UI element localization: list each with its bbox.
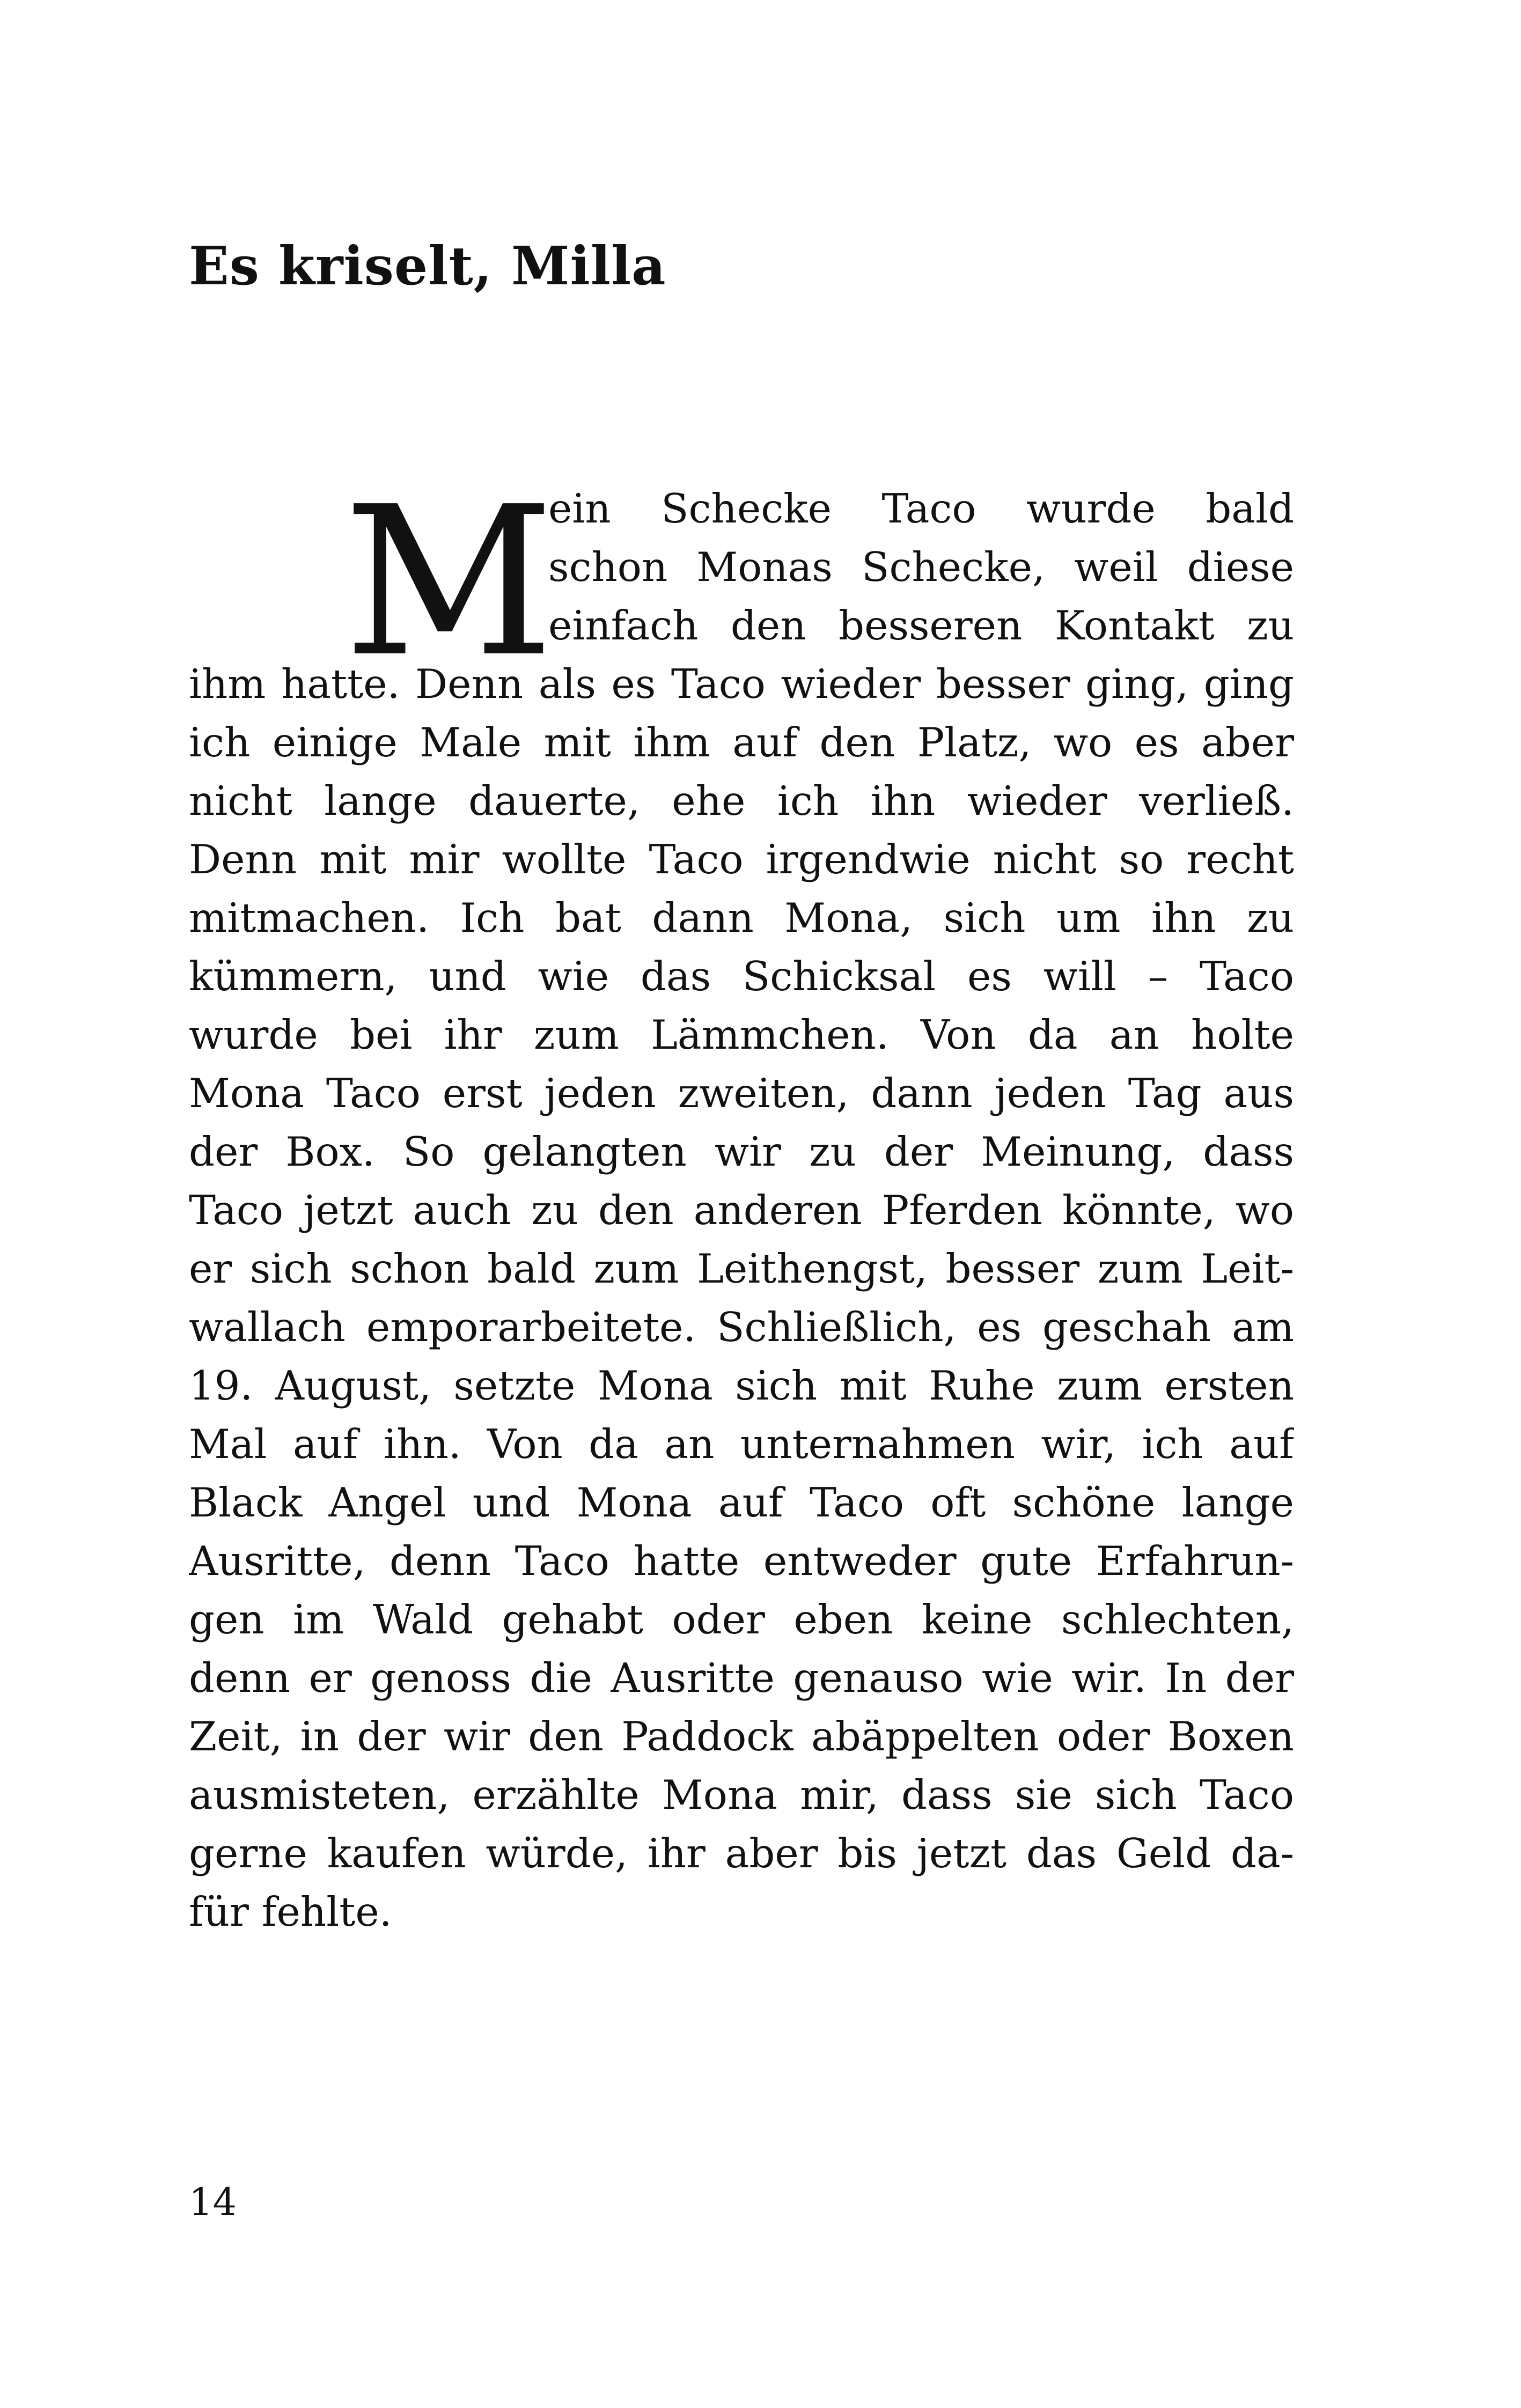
drop-cap-letter: M — [343, 462, 555, 702]
text-line: ihm hatte. Denn als es Taco wieder besser ging, ging — [189, 660, 1294, 708]
text-line: wurde bei ihr zum Lämmchen. Von da an holte — [189, 1011, 1294, 1058]
chapter-title: Es kriselt, Milla — [189, 235, 666, 297]
text-line: denn er genoss die Ausritte genauso wie wir. In der — [189, 1654, 1294, 1702]
text-line: nicht lange dauerte, ehe ich ihn wieder verließ. — [189, 777, 1294, 824]
text-line: einfach den besseren Kontakt zu — [548, 602, 1294, 649]
page-number: 14 — [189, 2180, 237, 2224]
text-line: Taco jetzt auch zu den anderen Pferden könnte, wo — [189, 1187, 1294, 1234]
text-line: gen im Wald gehabt oder eben keine schlechten, — [189, 1596, 1294, 1643]
text-line: Ausritte, denn Taco hatte entweder gute Erfahrun- — [189, 1537, 1294, 1585]
text-line: Mona Taco erst jeden zweiten, dann jeden Tag aus — [189, 1070, 1294, 1117]
text-line: kümmern, und wie das Schicksal es will – Taco — [189, 953, 1294, 1000]
chapter-body — [189, 462, 1294, 1941]
text-line: Mal auf ihn. Von da an unternahmen wir, ich auf — [189, 1420, 1294, 1468]
text-line: mitmachen. Ich bat dann Mona, sich um ihn zu — [189, 894, 1294, 941]
text-line: ausmisteten, erzählte Mona mir, dass sie sich Taco — [189, 1771, 1294, 1818]
text-line: Denn mit mir wollte Taco irgendwie nicht so recht — [189, 836, 1294, 883]
text-line: wallach emporarbeitete. Schließlich, es geschah am — [189, 1304, 1294, 1351]
text-line: ich einige Male mit ihm auf den Platz, wo es aber — [189, 719, 1294, 766]
text-line: gerne kaufen würde, ihr aber bis jetzt das Geld da- — [189, 1830, 1294, 1877]
text-line: der Box. So gelangten wir zu der Meinung, dass — [189, 1128, 1294, 1175]
text-line: ein Schecke Taco wurde bald — [548, 485, 1294, 532]
text-line: Zeit, in der wir den Paddock abäppelten oder Boxen — [189, 1713, 1294, 1760]
text-line: Black Angel und Mona auf Taco oft schöne lange — [189, 1479, 1294, 1526]
text-line: er sich schon bald zum Leithengst, besser zum Leit- — [189, 1245, 1294, 1292]
text-line: für fehlte. — [189, 1888, 392, 1935]
text-line: 19. August, setzte Mona sich mit Ruhe zum ersten — [189, 1362, 1294, 1409]
text-line: schon Monas Schecke, weil diese — [548, 543, 1294, 591]
